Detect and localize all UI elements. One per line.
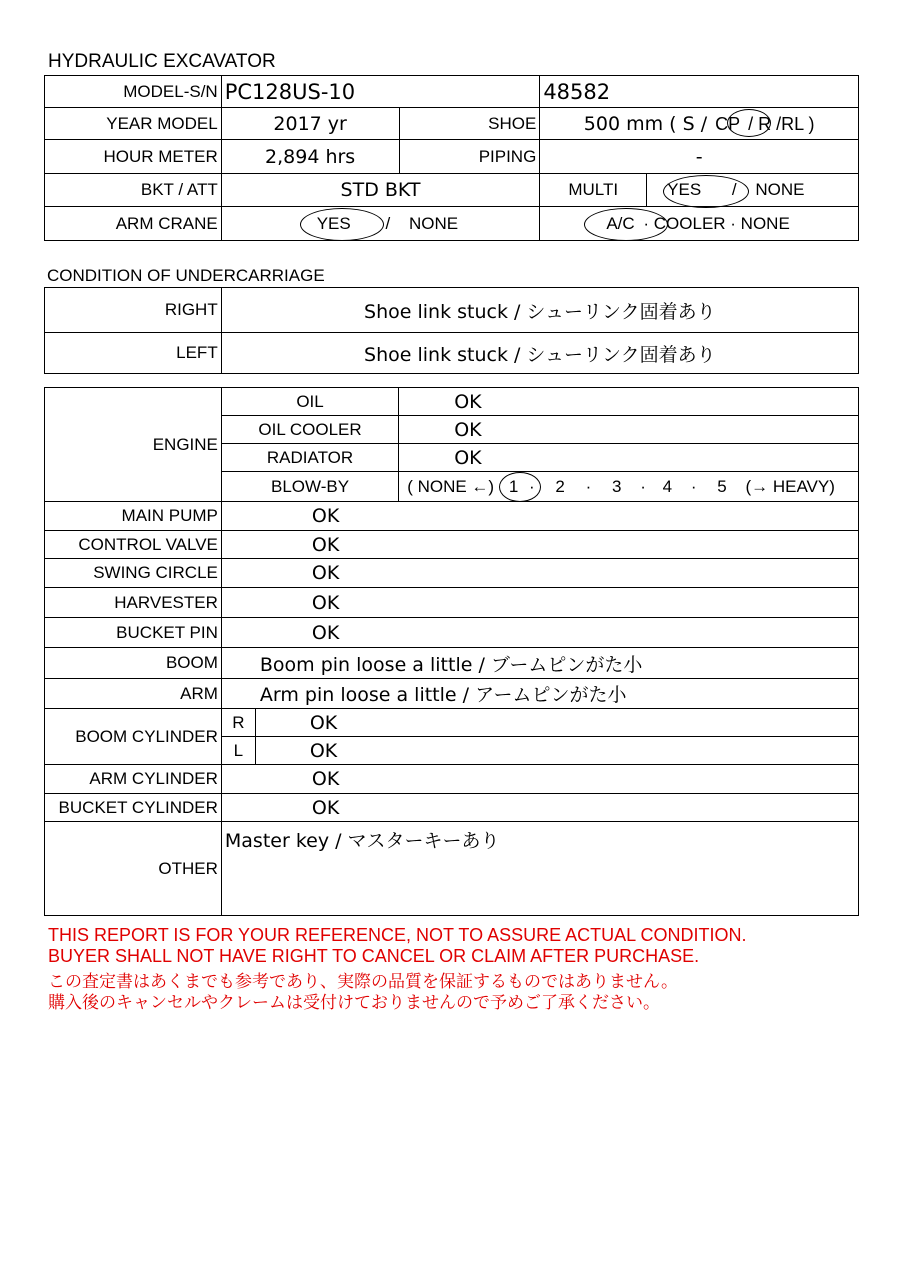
blowby-scale (399, 472, 859, 502)
swing-circle-value: OK (221, 559, 858, 588)
arm-value: Arm pin loose a little / アームピンがた小 (221, 679, 858, 709)
main-pump-value: OK (221, 502, 858, 531)
disclaimer-line-2: BUYER SHALL NOT HAVE RIGHT TO CANCEL OR CLAIM AFTER PURCHASE. (48, 946, 700, 966)
multi-yes: YES (667, 180, 702, 199)
boom-cylinder-r-label: R (221, 709, 255, 737)
boom-cylinder-label: BOOM CYLINDER (45, 709, 222, 765)
aircon-ac: A/C (606, 213, 635, 233)
blowby-4: 4 (662, 476, 673, 496)
crane-label: ARM CRANE (45, 207, 222, 241)
crane-yes-circle (300, 208, 384, 241)
control-valve-value: OK (221, 531, 858, 559)
blowby-label: BLOW-BY (221, 472, 398, 502)
serial-value: 48582 (540, 76, 859, 108)
boom-cylinder-l-value: OK (255, 737, 858, 765)
crane-yes: YES (316, 213, 351, 233)
engine-label: ENGINE (45, 388, 222, 502)
condition-table (44, 387, 859, 916)
hour-label: HOUR METER (45, 140, 222, 174)
shoe-label: SHOE (399, 108, 540, 140)
boom-cylinder-l-label: L (221, 737, 255, 765)
boom-label: BOOM (45, 648, 222, 679)
aircon-rest: · COOLER · NONE (643, 213, 790, 233)
model-value: PC128US-10 (221, 76, 540, 108)
shoe-cp-circle (727, 109, 771, 137)
swing-circle-label: SWING CIRCLE (45, 559, 222, 588)
bucket-cylinder-label: BUCKET CYLINDER (45, 794, 222, 822)
blowby-1-circle (499, 472, 541, 502)
undercarriage-left-value: Shoe link stuck / シューリンク固着あり (221, 333, 858, 374)
bucket-cylinder-value: OK (221, 794, 858, 822)
bkt-value: STD BKT (221, 174, 540, 207)
shoe-value (540, 108, 859, 140)
blowby-dot: · (690, 476, 697, 496)
oil-cooler-label: OIL COOLER (221, 416, 398, 444)
disclaimer-line-1: THIS REPORT IS FOR YOUR REFERENCE, NOT TO ASSURE ACTUAL CONDITION. (48, 925, 747, 945)
year-label: YEAR MODEL (45, 108, 222, 140)
main-pump-label: MAIN PUMP (45, 502, 222, 531)
boom-value: Boom pin loose a little / ブームピンがた小 (221, 648, 858, 679)
multi-none: NONE (755, 180, 805, 199)
undercarriage-right-label: RIGHT (45, 288, 222, 333)
undercarriage-right-value: Shoe link stuck / シューリンク固着あり (221, 288, 858, 333)
radiator-label: RADIATOR (221, 444, 398, 472)
arm-cylinder-label: ARM CYLINDER (45, 765, 222, 794)
page-title: HYDRAULIC EXCAVATOR (48, 51, 276, 72)
shoe-width: 500 mm ( S / (583, 112, 708, 135)
boom-cylinder-r-value: OK (255, 709, 858, 737)
model-label: MODEL-S/N (45, 76, 222, 108)
multi-sep: / (731, 180, 737, 199)
oil-label: OIL (221, 388, 398, 416)
undercarriage-title: CONDITION OF UNDERCARRIAGE (47, 266, 325, 285)
crane-sep: / (385, 213, 391, 233)
shoe-cp: CP (715, 113, 741, 134)
undercarriage-table (44, 287, 859, 374)
other-value: Master key / マスターキーあり (221, 822, 858, 916)
bucket-pin-label: BUCKET PIN (45, 618, 222, 648)
oil-value: OK (399, 388, 859, 416)
piping-value: - (540, 140, 859, 174)
undercarriage-left-label: LEFT (45, 333, 222, 374)
disclaimer-line-3: この査定書はあくまでも参考であり、実際の品質を保証するものではありません。 (48, 972, 679, 991)
piping-label: PIPING (399, 140, 540, 174)
harvester-label: HARVESTER (45, 588, 222, 618)
other-label: OTHER (45, 822, 222, 916)
crane-none: NONE (408, 213, 459, 233)
oil-cooler-value: OK (399, 416, 859, 444)
arm-cylinder-value: OK (221, 765, 858, 794)
blowby-heavy: (→ HEAVY) (745, 476, 835, 496)
year-value: 2017 yr (221, 108, 399, 140)
blowby-dot: · (585, 476, 592, 496)
control-valve-label: CONTROL VALVE (45, 531, 222, 559)
hour-value: 2,894 hrs (221, 140, 399, 174)
blowby-3: 3 (612, 476, 622, 496)
bkt-label: BKT / ATT (45, 174, 222, 207)
harvester-value: OK (221, 588, 858, 618)
blowby-none: ( NONE ←) (407, 476, 495, 496)
disclaimer-line-4: 購入後のキャンセルやクレームは受付けておりませんので予めご了承ください。 (48, 993, 660, 1012)
multi-yes-circle (663, 175, 749, 208)
blowby-5: 5 (717, 476, 727, 496)
arm-label: ARM (45, 679, 222, 709)
multi-label: MULTI (540, 174, 647, 207)
bucket-pin-value: OK (221, 618, 858, 648)
spec-table (44, 75, 859, 241)
blowby-1: 1 (508, 476, 519, 496)
radiator-value: OK (399, 444, 859, 472)
aircon-ac-circle (584, 208, 668, 241)
blowby-dot: · (640, 476, 646, 496)
blowby-2: 2 (555, 476, 565, 496)
shoe-rest: / R /RL ) (748, 113, 815, 134)
blowby-dot: · (529, 476, 535, 496)
